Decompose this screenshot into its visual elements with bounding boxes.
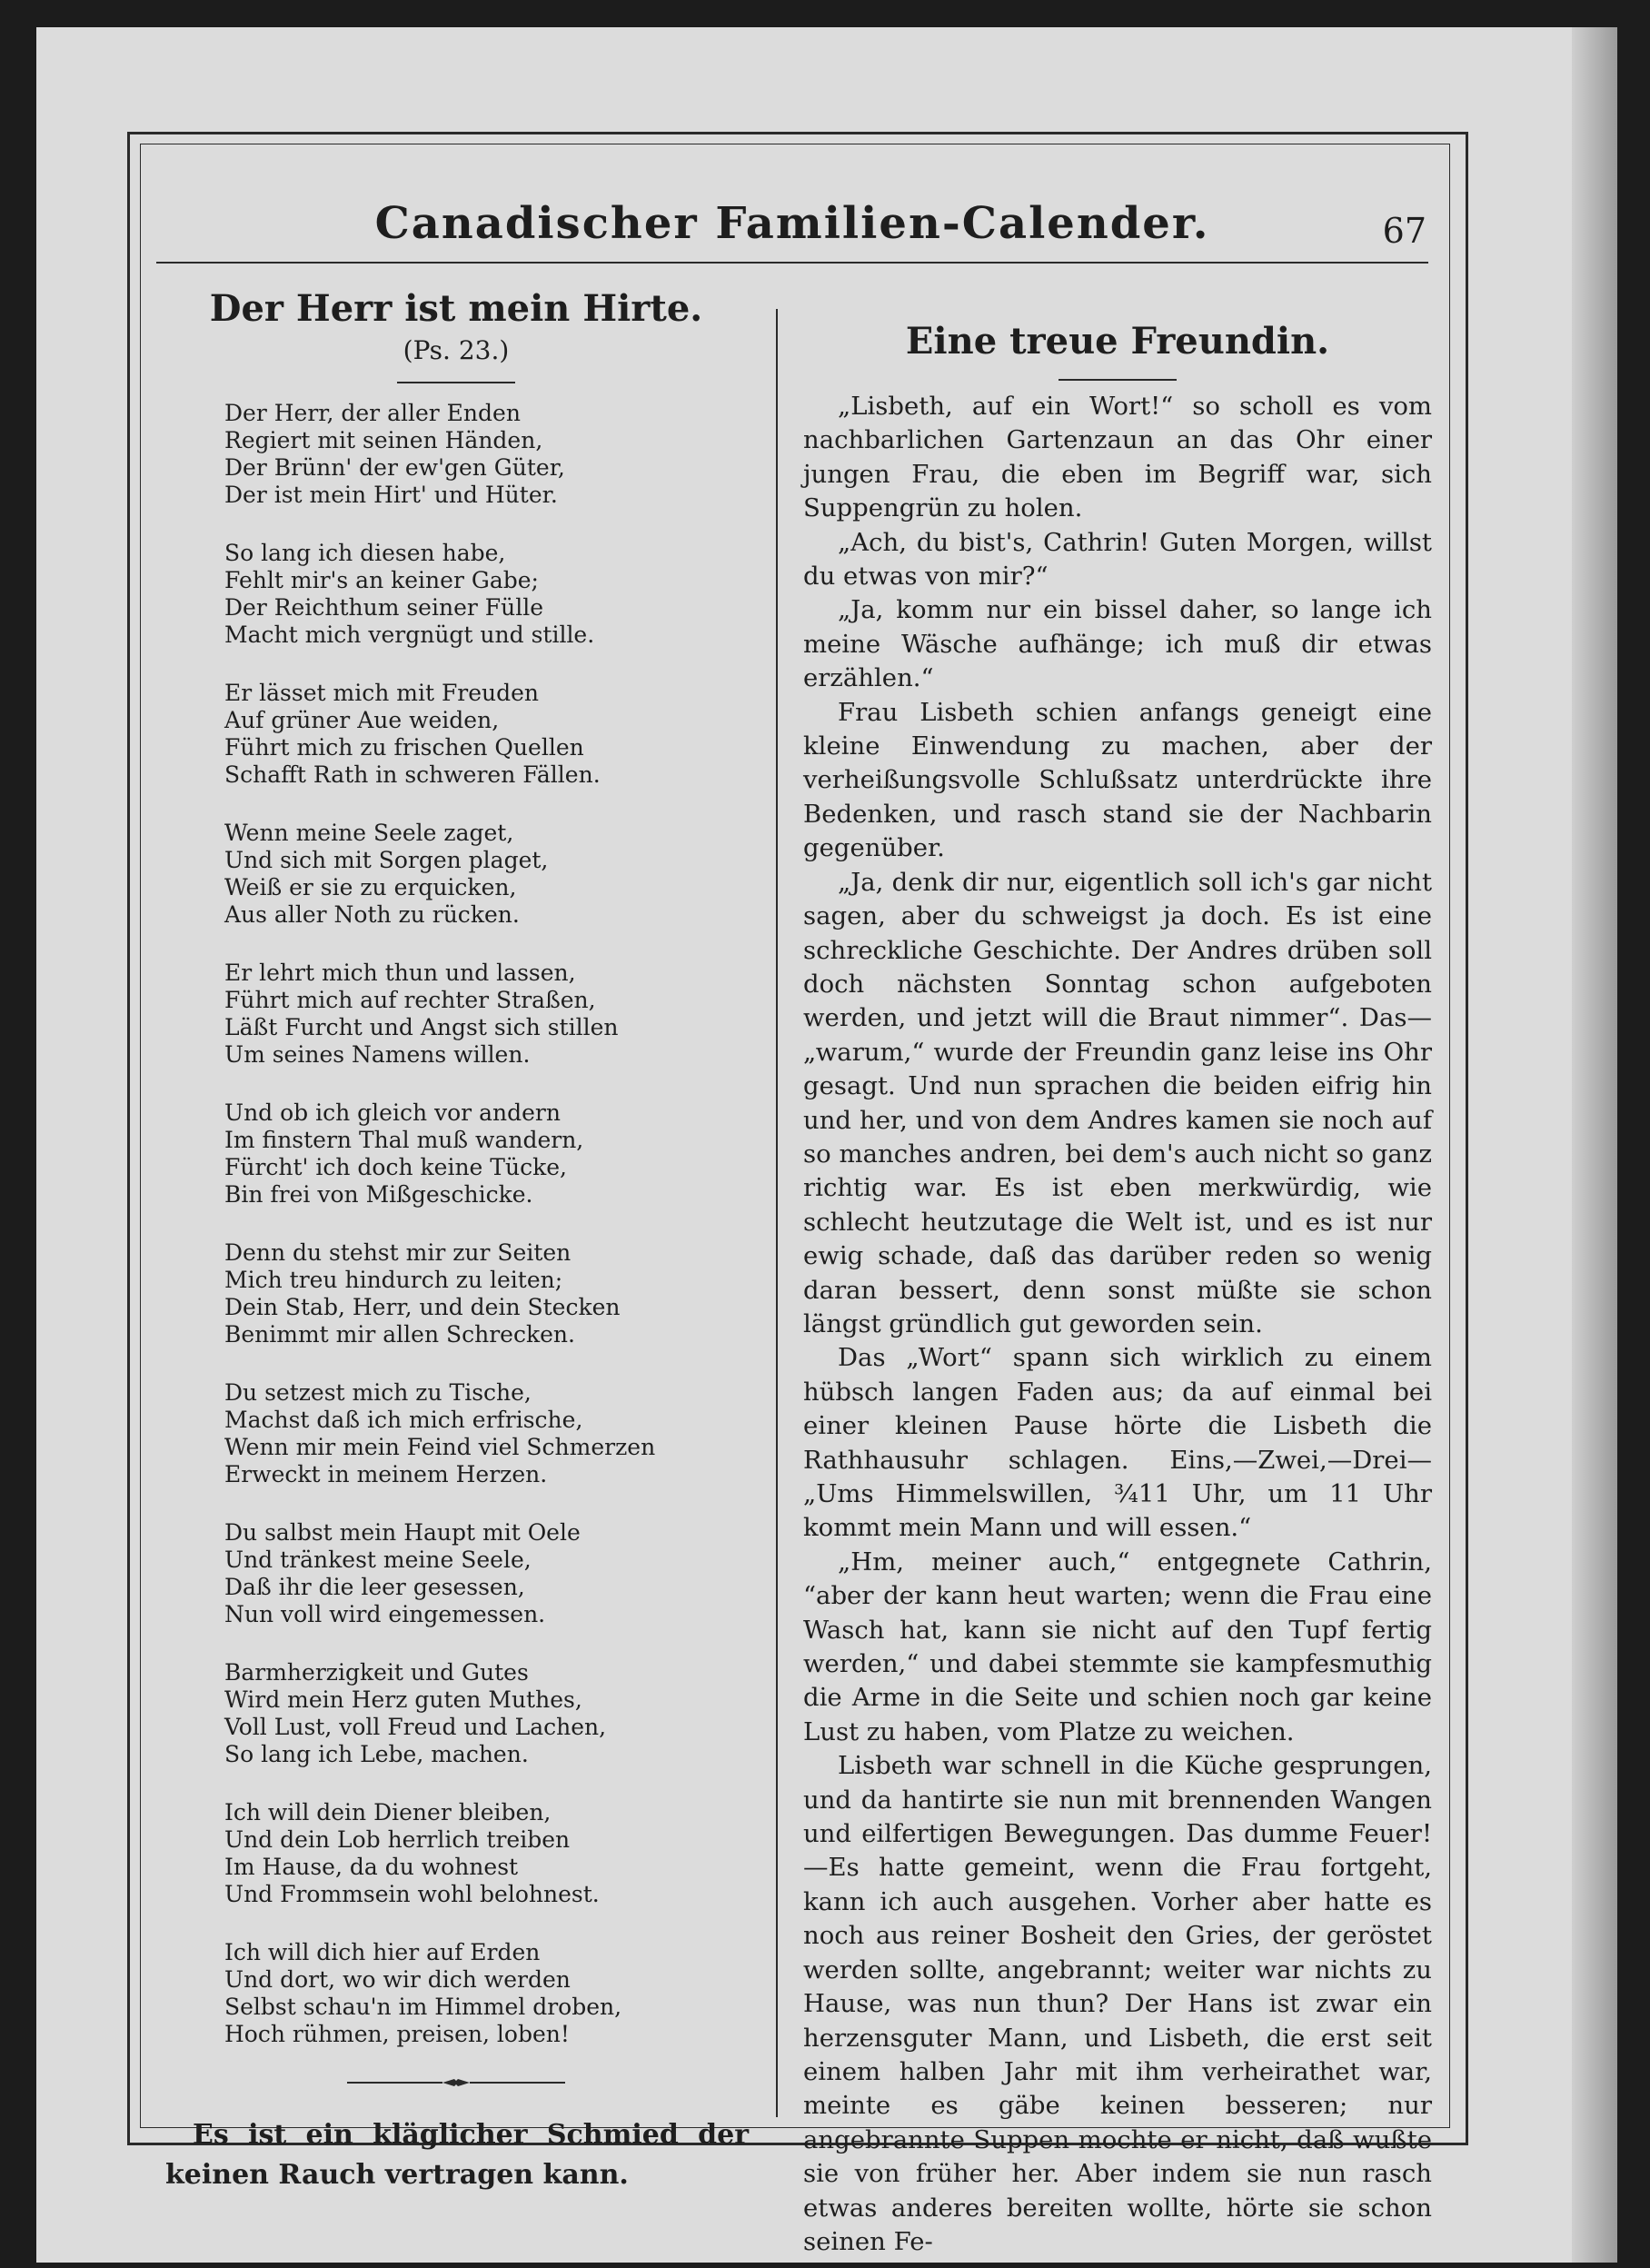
poem-stanza — [224, 1799, 756, 1908]
page-edge-shadow — [1572, 27, 1617, 2263]
poem-reference: (Ps. 23.) — [403, 335, 510, 365]
poem-line: Wird mein Herz guten Muthes, — [224, 1686, 582, 1713]
left-column — [156, 282, 756, 2223]
poem-line: Fürcht' ich doch keine Tücke, — [224, 1154, 567, 1180]
poem-line: Wenn mir mein Feind viel Schmerzen — [224, 1434, 656, 1460]
poem-line: Er lehrt mich thun und lassen, — [224, 960, 576, 986]
poem-stanza — [224, 820, 756, 929]
column-divider — [776, 309, 778, 2117]
running-header — [156, 182, 1428, 264]
poem-line: Führt mich zu frischen Quellen — [224, 734, 584, 761]
story-title-rule — [1059, 379, 1177, 381]
poem-line: Läßt Furcht und Angst sich stillen — [224, 1014, 619, 1040]
poem-line: Wenn meine Seele zaget, — [224, 820, 514, 846]
story-paragraph: Frau Lisbeth schien anfangs geneigt eine kleine Einwendung zu machen, aber der verheißungsvolle Schlußsatz unterdrückte ihre Bedenken, und rasch stand sie der Nachbarin gegenüber. — [803, 697, 1432, 863]
poem-line: Schafft Rath in schweren Fällen. — [224, 761, 601, 788]
poem-line: Ich will dein Diener bleiben, — [224, 1799, 552, 1825]
header-rule — [156, 262, 1428, 264]
story-paragraph: „Ach, du bist's, Cathrin! Guten Morgen, willst du etwas von mir?“ — [803, 527, 1432, 592]
poem-line: Regiert mit seinen Händen, — [224, 427, 543, 453]
poem-line: Du salbst mein Haupt mit Oele — [224, 1519, 581, 1546]
poem-line: Um seines Namens willen. — [224, 1041, 531, 1068]
poem-line: Weiß er sie zu erquicken, — [224, 874, 517, 900]
poem-stanza — [224, 400, 756, 509]
poem-line: Erweckt in meinem Herzen. — [224, 1461, 548, 1487]
poem-body — [156, 393, 756, 2048]
poem-line: Selbst schau'n im Himmel droben, — [224, 1994, 622, 2020]
poem-line: Der ist mein Hirt' und Hüter. — [224, 482, 558, 508]
poem-line: Dein Stab, Herr, und dein Stecken — [224, 1294, 621, 1320]
poem-line: Und ob ich gleich vor andern — [224, 1099, 561, 1126]
poem-line: Voll Lust, voll Freud und Lachen, — [224, 1714, 607, 1740]
poem-line: Hoch rühmen, preisen, loben! — [224, 2021, 570, 2047]
poem-title: Der Herr ist mein Hirte. — [209, 287, 703, 330]
story-paragraph: „Ja, komm nur ein bissel daher, so lange ich meine Wäsche aufhänge; ich muß dir etwas erzählen.“ — [803, 595, 1432, 693]
poem-line: Fehlt mir's an keiner Gabe; — [224, 567, 539, 593]
poem-stanza — [224, 680, 756, 789]
page-title: Canadischer Familien-Calender. — [374, 198, 1210, 249]
poem-line: Und dein Lob herrlich treiben — [224, 1826, 571, 1853]
poem-line: Der Brünn' der ew'gen Güter, — [224, 454, 565, 481]
poem-line: Im finstern Thal muß wandern, — [224, 1127, 584, 1153]
poem-stanza — [224, 1099, 756, 1209]
story-paragraph: „Lisbeth, auf ein Wort!“ so scholl es vom nachbarlichen Gartenzaun an das Ohr einer jungen Frau, die eben im Begriff war, sich Suppengrün zu holen. — [803, 392, 1432, 523]
story-paragraph: „Ja, denk dir nur, eigentlich soll ich's gar nicht sagen, aber du schweigst ja doch. Es ist eine schreckliche Geschichte. Der Andres drüben soll doch nächsten Sonntag schon aufgeboten werden, und jetzt will die Braut nimmer“. Das—„warum,“ wurde der Freundin ganz leise ins Ohr gesagt. Und nun sprachen die beiden eifrig hin und her, und von dem Andres kamen sie noch auf so manches andren, bei dem's auch nicht so ganz richtig war. Es ist eben merkwürdig, wie schlecht heutzutage die Welt ist, und es ist nur ewig schade, daß das darüber reden so wenig daran bessert, denn sonst müßte sie schon längst gründlich gut geworden sein. — [803, 867, 1432, 1338]
story-body — [800, 390, 1436, 2259]
poem-line: Du setzest mich zu Tische, — [224, 1379, 532, 1406]
poem-stanza — [224, 1379, 756, 1488]
story-paragraph: Das „Wort“ spann sich wirklich zu einem hübsch langen Faden aus; da auf einmal bei einer kleinen Pause hörte die Lisbeth die Rathhausuhr schlagen. Eins,—Zwei,—Drei—„Ums Himmelswillen, ¾11 Uhr, um 11 Uhr kommt mein Mann und will essen.“ — [803, 1343, 1432, 1543]
poem-line: Machst daß ich mich erfrische, — [224, 1407, 583, 1433]
poem-line: So lang ich Lebe, machen. — [224, 1741, 529, 1767]
poem-stanza — [224, 1519, 756, 1628]
story-title: Eine treue Freundin. — [905, 320, 1330, 363]
poem-stanza — [224, 960, 756, 1069]
poem-stanza — [224, 540, 756, 649]
poem-line: Benimmt mir allen Schrecken. — [224, 1321, 575, 1348]
poem-line: Daß ihr die leer gesessen, — [224, 1574, 525, 1600]
title-rule — [397, 382, 515, 383]
poem-stanza — [224, 1939, 756, 2048]
poem-line: Mich treu hindurch zu leiten; — [224, 1267, 563, 1293]
right-column — [800, 309, 1436, 2259]
poem-line: Und sich mit Sorgen plaget, — [224, 847, 549, 873]
proverb: Es ist ein kläglicher Schmied der keinen Rauch vertragen kann. — [165, 2119, 749, 2191]
poem-line: So lang ich diesen habe, — [224, 540, 506, 566]
poem-line: Bin frei von Mißgeschicke. — [224, 1181, 533, 1208]
page-number: 67 — [1382, 211, 1426, 251]
story-paragraph: „Hm, meiner auch,“ entgegnete Cathrin, “aber der kann heut warten; wenn die Frau eine Wasch hat, kann sie nicht auf den Tupf fertig werden,“ und dabei stemmte sie kampfesmuthig die Arme in die Seite und schien noch gar keine Lust zu haben, vom Platze zu weichen. — [803, 1547, 1432, 1746]
poem-line: Und tränkest meine Seele, — [224, 1547, 532, 1573]
poem-stanza — [224, 1239, 756, 1348]
poem-line: Auf grüner Aue weiden, — [224, 707, 500, 733]
ornament-rule — [347, 2075, 565, 2088]
poem-line: Macht mich vergnügt und stille. — [224, 622, 595, 648]
poem-line: Ich will dich hier auf Erden — [224, 1939, 541, 1965]
poem-line: Aus aller Noth zu rücken. — [224, 901, 520, 928]
poem-line: Nun voll wird eingemessen. — [224, 1601, 546, 1627]
poem-line: Er lässet mich mit Freuden — [224, 680, 540, 706]
poem-line: Führt mich auf rechter Straßen, — [224, 987, 596, 1013]
poem-line: Der Herr, der aller Enden — [224, 400, 521, 426]
poem-line: Und Frommsein wohl belohnest. — [224, 1881, 600, 1907]
poem-line: Denn du stehst mir zur Seiten — [224, 1239, 572, 1266]
poem-line: Der Reichthum seiner Fülle — [224, 594, 544, 621]
story-paragraph: Lisbeth war schnell in die Küche gesprungen, und da hantirte sie nun mit brennenden Wangen und eilfertigen Bewegungen. Das dumme Feuer!—Es hatte gemeint, wenn die Frau fortgeht, kann ich auch ausgehen. Vorher aber hatte es noch aus reiner Bosheit den Gries, der geröstet werden sollte, angebrannt; weiter war nichts zu Hause, was nun thun? Der Hans ist zwar ein herzensguter Mann, und Lisbeth, die erst seit einem halben Jahr mit ihm verheirathet war, meinte es gäbe keinen besseren; nur angebrannte Suppen mochte er nicht, daß wußte sie von früher her. Aber indem sie nun rasch etwas anderes bereiten wollte, hörte sie schon seinen Fe- — [803, 1751, 1432, 2256]
poem-stanza — [224, 1659, 756, 1768]
poem-line: Barmherzigkeit und Gutes — [224, 1659, 529, 1686]
poem-line: Und dort, wo wir dich werden — [224, 1966, 571, 1993]
poem-line: Im Hause, da du wohnest — [224, 1854, 519, 1880]
